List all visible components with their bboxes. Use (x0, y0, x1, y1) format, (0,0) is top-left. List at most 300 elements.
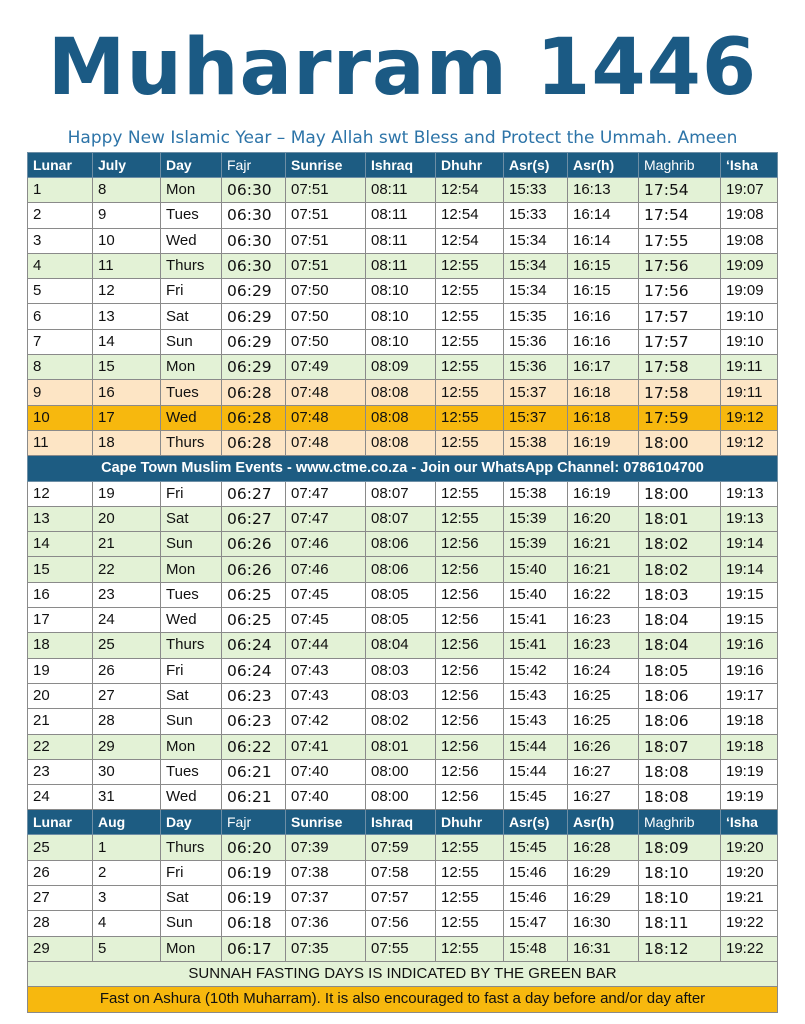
table-cell: 08:07 (366, 506, 436, 531)
table-cell: 17:58 (639, 355, 721, 380)
column-header: Sunrise (286, 153, 366, 178)
table-cell: 19:22 (721, 936, 778, 961)
table-cell: 16:30 (568, 911, 639, 936)
table-cell: 06:25 (222, 582, 286, 607)
table-cell: 19:13 (721, 481, 778, 506)
table-cell: 8 (28, 355, 93, 380)
table-cell: 06:29 (222, 279, 286, 304)
table-cell: 15:33 (504, 178, 568, 203)
table-cell: 19:20 (721, 835, 778, 860)
table-row (28, 355, 778, 380)
table-cell: 12:55 (436, 253, 504, 278)
table-cell: 4 (28, 253, 93, 278)
table-cell: 06:21 (222, 759, 286, 784)
column-header: Asr(s) (504, 153, 568, 178)
table-row (28, 557, 778, 582)
table-cell: 07:49 (286, 355, 366, 380)
table-cell: 9 (93, 203, 161, 228)
table-cell: 18 (28, 633, 93, 658)
table-cell: 16:14 (568, 228, 639, 253)
table-cell: 18:02 (639, 557, 721, 582)
table-cell: 07:42 (286, 709, 366, 734)
table-cell: 12:56 (436, 683, 504, 708)
table-cell: 18:06 (639, 683, 721, 708)
table-cell: 08:06 (366, 557, 436, 582)
table-cell: 08:11 (366, 203, 436, 228)
table-cell: 06:24 (222, 633, 286, 658)
table-cell: Sat (161, 683, 222, 708)
table-cell: 16:23 (568, 633, 639, 658)
table-cell: 15:34 (504, 279, 568, 304)
table-cell: 1 (93, 835, 161, 860)
table-cell: 15:43 (504, 683, 568, 708)
table-cell: 3 (28, 228, 93, 253)
table-cell: 15:47 (504, 911, 568, 936)
table-cell: 30 (93, 759, 161, 784)
table-cell: 16:31 (568, 936, 639, 961)
table-row (28, 582, 778, 607)
table-cell: 19 (28, 658, 93, 683)
table-cell: Fri (161, 860, 222, 885)
table-cell: 12:56 (436, 759, 504, 784)
table-cell: Wed (161, 405, 222, 430)
table-row (28, 709, 778, 734)
column-header: Fajr (222, 810, 286, 835)
table-cell: 16:13 (568, 178, 639, 203)
table-cell: 16:29 (568, 886, 639, 911)
fasting-note: SUNNAH FASTING DAYS IS INDICATED BY THE GREEN BAR (28, 961, 778, 986)
table-cell: 26 (93, 658, 161, 683)
column-header: Day (161, 153, 222, 178)
column-header: Asr(h) (568, 810, 639, 835)
table-cell: 2 (28, 203, 93, 228)
column-header: Ishraq (366, 153, 436, 178)
table-cell: 06:20 (222, 835, 286, 860)
table-cell: 08:07 (366, 481, 436, 506)
table-cell: 06:30 (222, 203, 286, 228)
column-header: Ishraq (366, 810, 436, 835)
table-cell: 08:10 (366, 329, 436, 354)
table-cell: 07:56 (366, 911, 436, 936)
table-cell: 16:24 (568, 658, 639, 683)
table-cell: Sat (161, 304, 222, 329)
table-cell: 12:56 (436, 532, 504, 557)
table-cell: 23 (93, 582, 161, 607)
table-cell: Mon (161, 355, 222, 380)
table-cell: 16:27 (568, 759, 639, 784)
table-row (28, 329, 778, 354)
table-cell: 19:11 (721, 355, 778, 380)
table-cell: 14 (28, 532, 93, 557)
table-cell: 07:46 (286, 557, 366, 582)
table-cell: 24 (93, 608, 161, 633)
table-cell: Sat (161, 506, 222, 531)
table-cell: Tues (161, 380, 222, 405)
table-cell: 13 (28, 506, 93, 531)
table-cell: 29 (93, 734, 161, 759)
table-cell: 12:55 (436, 481, 504, 506)
table-cell: 08:10 (366, 279, 436, 304)
table-cell: 9 (28, 380, 93, 405)
table-cell: 12:56 (436, 633, 504, 658)
table-cell: 08:08 (366, 405, 436, 430)
table-row (28, 228, 778, 253)
table-cell: 15:35 (504, 304, 568, 329)
table-cell: 07:51 (286, 253, 366, 278)
table-cell: 07:43 (286, 683, 366, 708)
table-cell: Sun (161, 709, 222, 734)
column-header: Sunrise (286, 810, 366, 835)
table-row (28, 380, 778, 405)
table-cell: 08:10 (366, 304, 436, 329)
table-cell: 19:16 (721, 633, 778, 658)
table-cell: 5 (28, 279, 93, 304)
table-cell: 16:18 (568, 405, 639, 430)
table-cell: 07:55 (366, 936, 436, 961)
table-cell: Wed (161, 228, 222, 253)
table-cell: 15:41 (504, 633, 568, 658)
table-cell: 12:55 (436, 329, 504, 354)
table-cell: 16:19 (568, 481, 639, 506)
table-cell: 06:30 (222, 228, 286, 253)
table-cell: 1 (28, 178, 93, 203)
table-cell: 06:29 (222, 355, 286, 380)
table-cell: 12:55 (436, 405, 504, 430)
table-cell: 07:46 (286, 532, 366, 557)
table-cell: 08:11 (366, 253, 436, 278)
prayer-times-table (27, 152, 778, 1013)
table-cell: 16:21 (568, 557, 639, 582)
table-cell: Fri (161, 481, 222, 506)
table-cell: 15:45 (504, 835, 568, 860)
table-cell: 17:56 (639, 279, 721, 304)
table-cell: 20 (93, 506, 161, 531)
table-cell: 16:18 (568, 380, 639, 405)
table-cell: 12:55 (436, 506, 504, 531)
table-cell: 08:04 (366, 633, 436, 658)
table-cell: 06:18 (222, 911, 286, 936)
table-cell: 19:08 (721, 203, 778, 228)
table-cell: 15:42 (504, 658, 568, 683)
table-header-row (28, 153, 778, 178)
table-cell: 07:50 (286, 279, 366, 304)
column-header: Asr(s) (504, 810, 568, 835)
table-cell: 26 (28, 860, 93, 885)
table-cell: 07:35 (286, 936, 366, 961)
table-cell: 12:56 (436, 557, 504, 582)
table-cell: 18:04 (639, 633, 721, 658)
table-cell: 16:14 (568, 203, 639, 228)
table-cell: 15:34 (504, 228, 568, 253)
table-cell: 18 (93, 430, 161, 455)
table-cell: 15:39 (504, 506, 568, 531)
table-cell: 08:05 (366, 582, 436, 607)
table-cell: 16:15 (568, 253, 639, 278)
table-cell: 07:41 (286, 734, 366, 759)
table-cell: 18:06 (639, 709, 721, 734)
table-cell: Thurs (161, 430, 222, 455)
table-cell: 18:09 (639, 835, 721, 860)
table-cell: 16:25 (568, 709, 639, 734)
table-cell: 12:55 (436, 911, 504, 936)
fasting-note-row (28, 961, 778, 986)
table-cell: 12:56 (436, 709, 504, 734)
table-row (28, 658, 778, 683)
table-cell: 07:51 (286, 203, 366, 228)
table-cell: Fri (161, 279, 222, 304)
table-cell: 27 (28, 886, 93, 911)
table-cell: 07:50 (286, 304, 366, 329)
table-cell: 12:55 (436, 860, 504, 885)
column-header: Dhuhr (436, 153, 504, 178)
column-header: July (93, 153, 161, 178)
table-cell: 19:08 (721, 228, 778, 253)
table-cell: 17:55 (639, 228, 721, 253)
column-header: Fajr (222, 153, 286, 178)
table-cell: 06:30 (222, 253, 286, 278)
table-row (28, 911, 778, 936)
table-cell: 16:21 (568, 532, 639, 557)
table-cell: 11 (93, 253, 161, 278)
table-cell: 10 (93, 228, 161, 253)
table-cell: Tues (161, 582, 222, 607)
table-cell: 18:03 (639, 582, 721, 607)
column-header: Day (161, 810, 222, 835)
table-cell: 07:45 (286, 582, 366, 607)
table-row (28, 633, 778, 658)
table-cell: 07:47 (286, 506, 366, 531)
table-cell: 12 (93, 279, 161, 304)
table-cell: 15:38 (504, 430, 568, 455)
table-cell: 12:55 (436, 304, 504, 329)
table-cell: 12:54 (436, 178, 504, 203)
table-cell: 22 (93, 557, 161, 582)
table-row (28, 481, 778, 506)
table-cell: 18:08 (639, 759, 721, 784)
table-cell: 16:20 (568, 506, 639, 531)
table-cell: 15:36 (504, 329, 568, 354)
table-cell: 15:34 (504, 253, 568, 278)
table-cell: Thurs (161, 253, 222, 278)
table-cell: 12:55 (436, 380, 504, 405)
table-cell: Wed (161, 608, 222, 633)
table-cell: 16 (28, 582, 93, 607)
table-cell: 19 (93, 481, 161, 506)
table-cell: 19:18 (721, 709, 778, 734)
table-row (28, 608, 778, 633)
table-cell: 17:54 (639, 203, 721, 228)
table-cell: 19:21 (721, 886, 778, 911)
table-cell: 19:14 (721, 532, 778, 557)
table-row (28, 759, 778, 784)
table-cell: Thurs (161, 633, 222, 658)
table-cell: 27 (93, 683, 161, 708)
page-title: Muharram 1446 (47, 23, 758, 113)
column-header: Lunar (28, 153, 93, 178)
table-cell: 17:57 (639, 329, 721, 354)
table-cell: 6 (28, 304, 93, 329)
table-cell: 16:28 (568, 835, 639, 860)
table-cell: 19:07 (721, 178, 778, 203)
table-cell: 2 (93, 860, 161, 885)
table-cell: 18:10 (639, 860, 721, 885)
events-banner-row (28, 456, 778, 481)
table-cell: 18:01 (639, 506, 721, 531)
column-header: Aug (93, 810, 161, 835)
table-cell: 19:12 (721, 430, 778, 455)
table-cell: 18:08 (639, 785, 721, 810)
table-cell: 16:17 (568, 355, 639, 380)
table-cell: 06:28 (222, 380, 286, 405)
table-cell: 25 (93, 633, 161, 658)
table-cell: 07:38 (286, 860, 366, 885)
table-cell: 06:22 (222, 734, 286, 759)
table-cell: 07:37 (286, 886, 366, 911)
table-cell: 15:36 (504, 355, 568, 380)
table-cell: Mon (161, 734, 222, 759)
table-cell: 15:38 (504, 481, 568, 506)
table-cell: Fri (161, 658, 222, 683)
table-cell: 06:21 (222, 785, 286, 810)
table-row (28, 405, 778, 430)
table-cell: 07:58 (366, 860, 436, 885)
table-cell: 13 (93, 304, 161, 329)
table-cell: 19:10 (721, 304, 778, 329)
table-cell: 15:39 (504, 532, 568, 557)
table-row (28, 886, 778, 911)
table-cell: 08:08 (366, 430, 436, 455)
table-row (28, 860, 778, 885)
table-cell: Tues (161, 759, 222, 784)
table-cell: 06:26 (222, 557, 286, 582)
table-cell: 15:43 (504, 709, 568, 734)
table-cell: 15:37 (504, 380, 568, 405)
table-cell: 18:10 (639, 886, 721, 911)
table-cell: 17:58 (639, 380, 721, 405)
table-cell: 19:11 (721, 380, 778, 405)
table-cell: 07:40 (286, 785, 366, 810)
table-row (28, 532, 778, 557)
table-cell: 15:40 (504, 557, 568, 582)
table-row (28, 304, 778, 329)
table-cell: 07:57 (366, 886, 436, 911)
table-cell: 15:46 (504, 886, 568, 911)
table-cell: 15 (28, 557, 93, 582)
table-cell: 15:40 (504, 582, 568, 607)
table-cell: 07:48 (286, 405, 366, 430)
table-cell: 07:40 (286, 759, 366, 784)
table-cell: 07:59 (366, 835, 436, 860)
subtitle: Happy New Islamic Year – May Allah swt Bless and Protect the Ummah. Ameen (67, 128, 738, 148)
table-cell: 16:15 (568, 279, 639, 304)
table-cell: 7 (28, 329, 93, 354)
table-cell: 06:25 (222, 608, 286, 633)
table-cell: 18:04 (639, 608, 721, 633)
table-cell: 10 (28, 405, 93, 430)
table-cell: 28 (28, 911, 93, 936)
table-cell: 18:00 (639, 430, 721, 455)
table-cell: 12:55 (436, 936, 504, 961)
table-cell: 12:55 (436, 835, 504, 860)
column-header: Asr(h) (568, 153, 639, 178)
table-cell: 16:16 (568, 304, 639, 329)
table-row (28, 785, 778, 810)
table-row (28, 253, 778, 278)
table-cell: 16 (93, 380, 161, 405)
table-cell: 18:05 (639, 658, 721, 683)
table-cell: Tues (161, 203, 222, 228)
table-cell: 12:55 (436, 886, 504, 911)
table-cell: 06:26 (222, 532, 286, 557)
table-row (28, 734, 778, 759)
table-cell: Sat (161, 886, 222, 911)
column-header: ‘Isha (721, 153, 778, 178)
table-cell: 12:56 (436, 658, 504, 683)
table-cell: 17 (93, 405, 161, 430)
table-cell: 12:56 (436, 734, 504, 759)
table-cell: 15:33 (504, 203, 568, 228)
table-row (28, 506, 778, 531)
table-cell: 15:48 (504, 936, 568, 961)
table-cell: 15:45 (504, 785, 568, 810)
table-row (28, 430, 778, 455)
table-cell: 08:11 (366, 178, 436, 203)
table-cell: 19:20 (721, 860, 778, 885)
table-cell: 12:55 (436, 355, 504, 380)
table-cell: 21 (93, 532, 161, 557)
table-cell: 17:57 (639, 304, 721, 329)
table-cell: 19:22 (721, 911, 778, 936)
table-cell: 19:18 (721, 734, 778, 759)
table-cell: 06:19 (222, 886, 286, 911)
table-cell: 06:29 (222, 304, 286, 329)
table-cell: 07:36 (286, 911, 366, 936)
table-cell: 19:15 (721, 608, 778, 633)
table-cell: Sun (161, 329, 222, 354)
table-row (28, 835, 778, 860)
table-cell: 15:44 (504, 734, 568, 759)
column-header: Dhuhr (436, 810, 504, 835)
table-cell: 08:00 (366, 785, 436, 810)
table-cell: 08:08 (366, 380, 436, 405)
table-cell: 06:28 (222, 430, 286, 455)
table-cell: 08:03 (366, 683, 436, 708)
table-cell: 07:45 (286, 608, 366, 633)
table-cell: 07:48 (286, 430, 366, 455)
table-cell: 25 (28, 835, 93, 860)
table-cell: 06:23 (222, 683, 286, 708)
table-cell: 06:17 (222, 936, 286, 961)
table-cell: 08:09 (366, 355, 436, 380)
table-cell: 19:15 (721, 582, 778, 607)
table-cell: 19:10 (721, 329, 778, 354)
table-cell: 07:51 (286, 178, 366, 203)
table-cell: 15:44 (504, 759, 568, 784)
table-cell: Sun (161, 532, 222, 557)
table-header-row (28, 810, 778, 835)
table-cell: 16:26 (568, 734, 639, 759)
table-cell: 15:37 (504, 405, 568, 430)
table-cell: 12:56 (436, 785, 504, 810)
table-cell: 18:00 (639, 481, 721, 506)
table-cell: 12:56 (436, 582, 504, 607)
table-cell: 4 (93, 911, 161, 936)
table-cell: 08:11 (366, 228, 436, 253)
table-cell: 07:39 (286, 835, 366, 860)
table-cell: 08:00 (366, 759, 436, 784)
table-cell: 28 (93, 709, 161, 734)
table-cell: 3 (93, 886, 161, 911)
